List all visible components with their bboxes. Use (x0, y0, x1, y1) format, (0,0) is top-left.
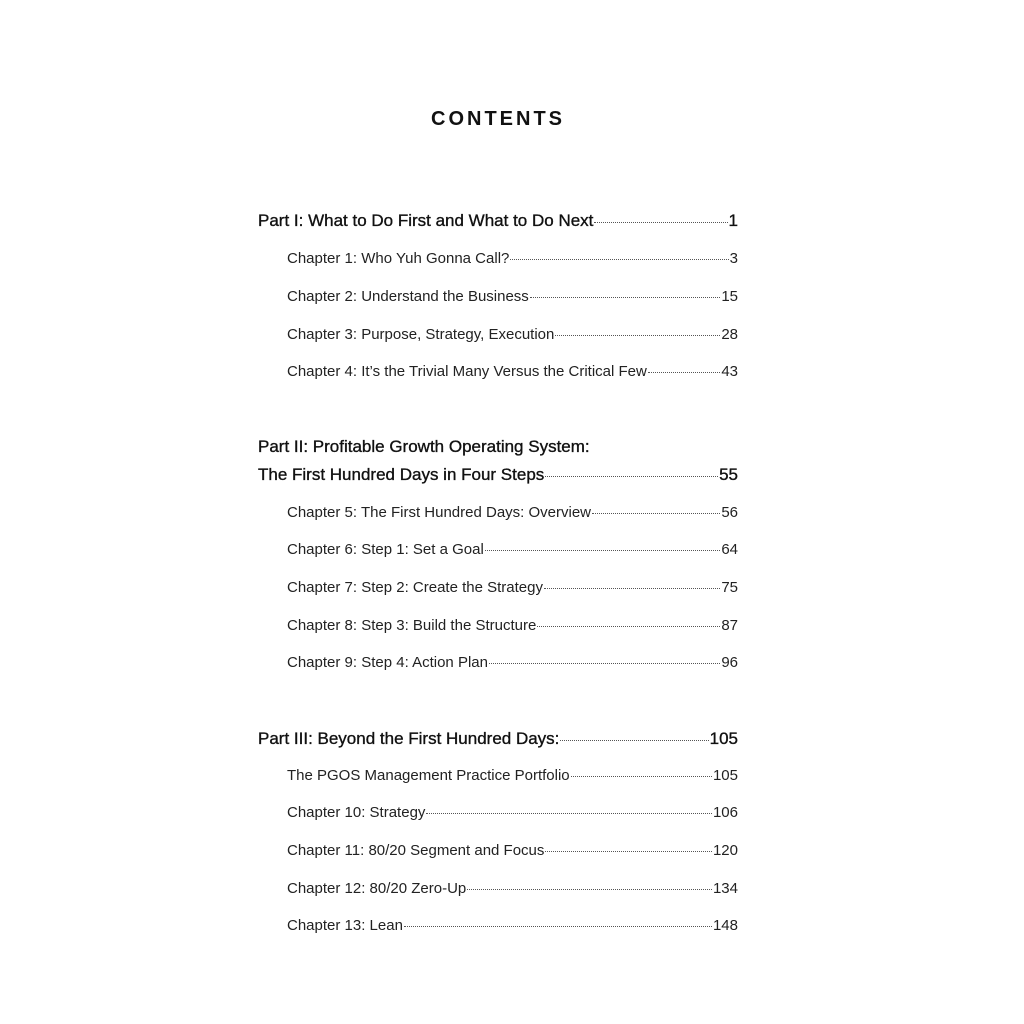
page-number: 15 (721, 288, 738, 305)
dot-leader (592, 513, 720, 514)
dot-leader (555, 335, 720, 336)
toc-chapter-5[interactable] (287, 504, 738, 521)
chapter-title: Chapter 10: Strategy (287, 804, 426, 821)
chapter-title: Chapter 8: Step 3: Build the Structure (287, 617, 537, 634)
page-number: 106 (712, 804, 738, 821)
part-2-heading-line: Part II: Profitable Growth Operating System: (258, 437, 590, 456)
dot-leader (594, 222, 727, 223)
page-number: 96 (721, 654, 738, 671)
toc-part-1[interactable] (258, 211, 738, 231)
dot-leader (544, 588, 720, 589)
chapter-title: Chapter 11: 80/20 Segment and Focus (287, 842, 545, 859)
toc-chapter-8[interactable] (287, 617, 738, 634)
dot-leader (648, 372, 720, 373)
dot-leader (467, 889, 712, 890)
chapter-title: Chapter 12: 80/20 Zero-Up (287, 880, 467, 897)
page-number: 3 (729, 250, 738, 267)
dot-leader (545, 851, 712, 852)
dot-leader (545, 476, 718, 477)
toc-part-2[interactable] (258, 465, 738, 485)
chapter-title: Chapter 9: Step 4: Action Plan (287, 654, 488, 671)
part-title: The First Hundred Days in Four Steps (258, 465, 545, 484)
dot-leader (426, 813, 712, 814)
dot-leader (571, 776, 712, 777)
dot-leader (485, 550, 721, 551)
chapter-title: The PGOS Management Practice Portfolio (287, 767, 570, 784)
chapter-title: Chapter 13: Lean (287, 917, 403, 934)
page-number: 148 (712, 917, 738, 934)
toc-chapter-10[interactable] (287, 804, 738, 821)
toc-chapter-12[interactable] (287, 880, 738, 897)
toc-chapter-9[interactable] (287, 654, 738, 671)
part-title: Part I: What to Do First and What to Do Next (258, 211, 594, 230)
toc-chapter-4[interactable] (287, 363, 738, 380)
toc-chapter-7[interactable] (287, 579, 738, 596)
dot-leader (537, 626, 720, 627)
dot-leader (560, 740, 708, 741)
chapter-title: Chapter 2: Understand the Business (287, 288, 529, 305)
chapter-title: Chapter 7: Step 2: Create the Strategy (287, 579, 543, 596)
dot-leader (510, 259, 728, 260)
toc-chapter-11[interactable] (287, 842, 738, 859)
toc-chapter-1[interactable] (287, 250, 738, 267)
toc-chapter-2[interactable] (287, 288, 738, 305)
dot-leader (404, 926, 712, 927)
page-number: 120 (712, 842, 738, 859)
page-number: 55 (719, 465, 738, 484)
toc-chapter-portfolio[interactable] (287, 767, 738, 784)
part-title: Part III: Beyond the First Hundred Days: (258, 729, 560, 748)
chapter-title: Chapter 5: The First Hundred Days: Overview (287, 504, 592, 521)
page-number: 87 (721, 617, 738, 634)
chapter-title: Chapter 3: Purpose, Strategy, Execution (287, 326, 555, 343)
page-number: 75 (721, 579, 738, 596)
page-number: 105 (709, 729, 738, 748)
chapter-title: Chapter 1: Who Yuh Gonna Call? (287, 250, 510, 267)
page-number: 1 (728, 211, 738, 230)
chapter-title: Chapter 4: It’s the Trivial Many Versus the Critical Few (287, 363, 647, 380)
toc-chapter-13[interactable] (287, 917, 738, 934)
toc-chapter-3[interactable] (287, 326, 738, 343)
page-number: 56 (721, 504, 738, 521)
chapter-title: Chapter 6: Step 1: Set a Goal (287, 541, 484, 558)
dot-leader (489, 663, 720, 664)
page-number: 134 (712, 880, 738, 897)
toc-chapter-6[interactable] (287, 541, 738, 558)
toc-part-3[interactable] (258, 729, 738, 749)
dot-leader (530, 297, 721, 298)
page-number: 43 (721, 363, 738, 380)
page-number: 105 (712, 767, 738, 784)
page-number: 28 (721, 326, 738, 343)
page-number: 64 (721, 541, 738, 558)
page-title: CONTENTS (431, 108, 565, 130)
